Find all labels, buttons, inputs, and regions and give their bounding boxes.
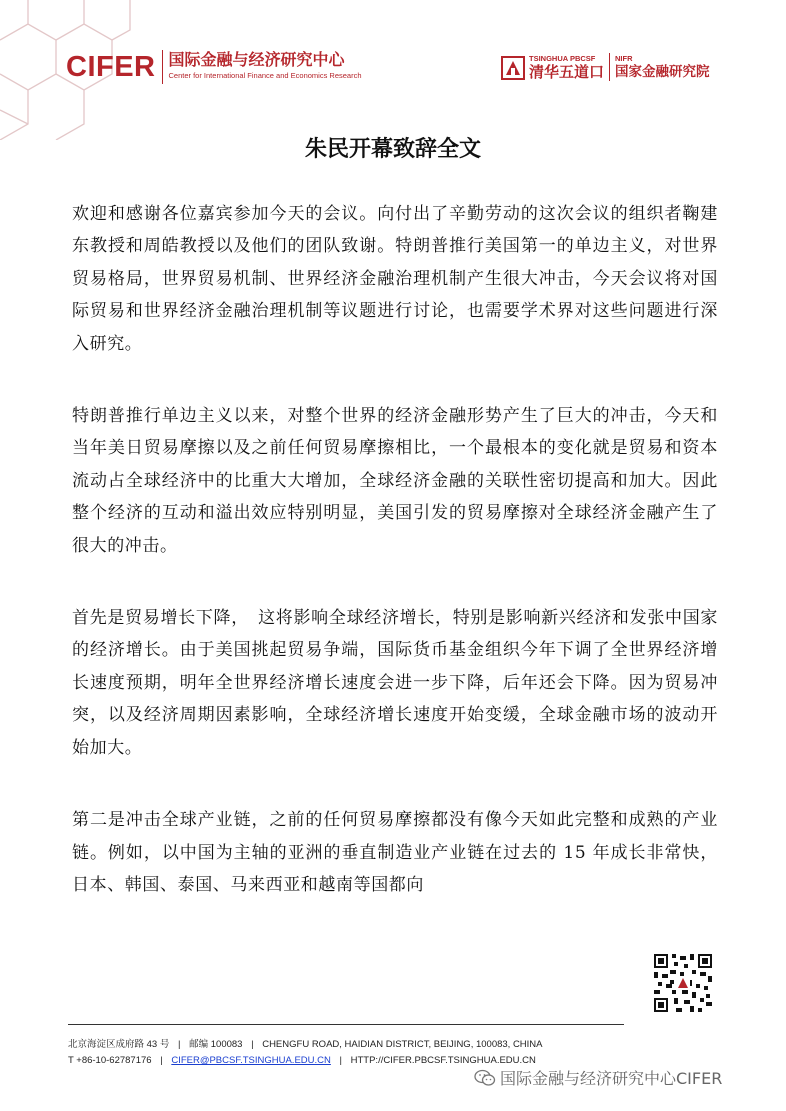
cifer-logo — [66, 50, 362, 84]
footer-email-link[interactable]: CIFER@PBCSF.TSINGHUA.EDU.CN — [171, 1055, 331, 1066]
footer-separator: | — [178, 1039, 181, 1050]
footer-separator: | — [339, 1055, 342, 1066]
footer-separator: | — [160, 1055, 163, 1066]
paragraph: 特朗普推行单边主义以来，对整个世界的经济金融形势产生了巨大的冲击，今天和当年美日贸易摩擦以及之前任何贸易摩擦相比，一个最根本的变化就是贸易和资本流动占全球经济中的比重大大增加，全球经济金融的关联性密切提高和加大。因此整个经济的互动和溢出效应特别明显，美国引发的贸易摩擦对全球经济金融产生了很大的冲击。 — [72, 406, 718, 556]
paragraph: 欢迎和感谢各位嘉宾参加今天的会议。向付出了辛勤劳动的这次会议的组织者鞠建东教授和周皓教授以及他们的团队致谢。特朗普推行美国第一的单边主义，对世界贸易格局，世界贸易机制、世界经济金融治理机制产生很大冲击，今天会议将对国际贸易和世界经济金融治理机制等议题进行讨论，也需要学术界对这些问题进行深入研究。 — [72, 204, 718, 354]
footer-separator: | — [251, 1039, 254, 1050]
footer-website-link[interactable]: HTTP://CIFER.PBCSF.TSINGHUA.EDU.CN — [350, 1055, 536, 1066]
paragraph: 第二是冲击全球产业链，之前的任何贸易摩擦都没有像今天如此完整和成熟的产业链。例如，以中国为主轴的亚洲的垂直制造业产业链在过去的 15 年成长非常快，日本、韩国、泰国、马来西亚和越南等国都向 — [72, 810, 718, 895]
pbcsf-english: TSINGHUA PBCSF — [529, 53, 596, 63]
footer-divider — [68, 1024, 624, 1025]
footer-address-en: CHENGFU ROAD, HAIDIAN DISTRICT, BEIJING, 100083, CHINA — [262, 1039, 543, 1050]
footer-contact-line — [68, 1055, 536, 1066]
cifer-wordmark: CIFER — [66, 51, 156, 83]
pbcsf-chinese: 清华五道口 — [529, 62, 605, 81]
document-title: 朱民开幕致辞全文 — [304, 137, 481, 162]
footer-address-line — [68, 1036, 543, 1050]
pbcsf-logo — [501, 53, 710, 81]
wechat-watermark — [474, 1066, 722, 1089]
nifr-english: NIFR — [615, 53, 633, 63]
pbcsf-emblem-icon — [501, 53, 525, 81]
logo-divider — [609, 53, 610, 81]
document-body — [72, 198, 718, 941]
cifer-english-name: Center for International Finance and Economics Research — [168, 71, 362, 80]
wechat-icon — [474, 1069, 496, 1087]
qr-code-icon — [652, 952, 714, 1014]
footer-phone: T +86-10-62787176 — [68, 1055, 152, 1066]
logo-divider — [162, 50, 163, 84]
cifer-chinese-name: 国际金融与经济研究中心 — [168, 50, 345, 69]
footer-address-cn: 北京海淀区成府路 43 号 — [68, 1039, 170, 1050]
watermark-text: 国际金融与经济研究中心CIFER — [500, 1069, 723, 1088]
footer-postcode: 邮编 100083 — [189, 1039, 243, 1050]
nifr-chinese: 国家金融研究院 — [615, 63, 710, 80]
paragraph: 首先是贸易增长下降， 这将影响全球经济增长，特别是影响新兴经济和发张中国家的经济增长。由于美国挑起贸易争端，国际货币基金组织今年下调了全世界经济增长速度预期，明年全世界经济增长速度会进一步下降，后年还会下降。因为贸易冲突，以及经济周期因素影响，全球经济增长速度开始变缓，全球金融市场的波动开始加大。 — [72, 608, 718, 758]
